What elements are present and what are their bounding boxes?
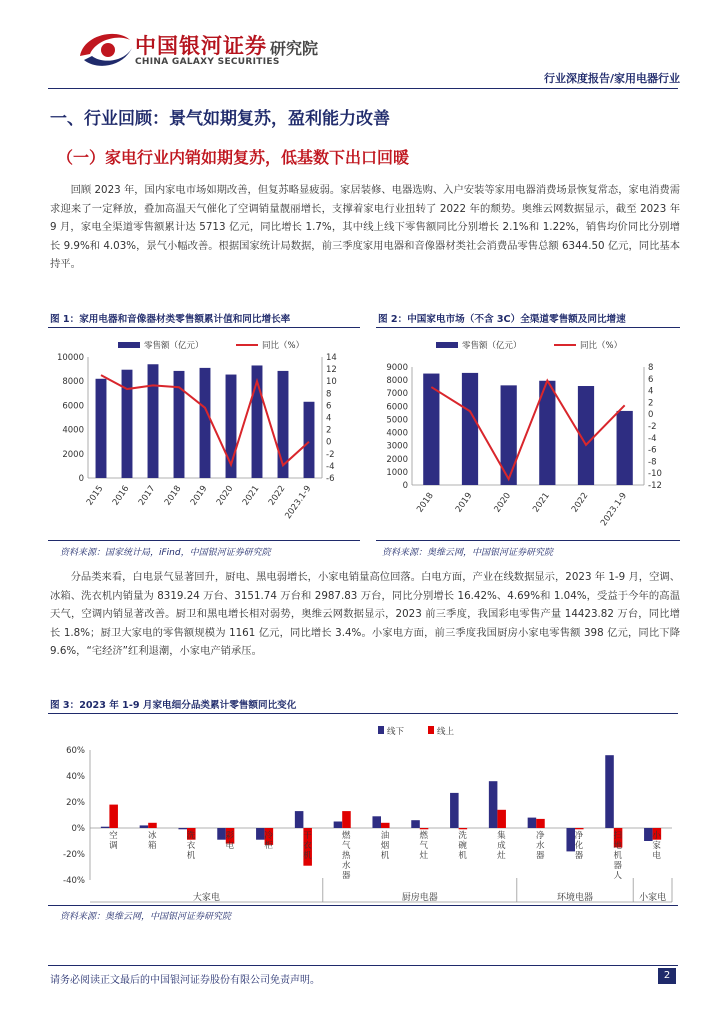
bar-线上-洗碗机 xyxy=(459,828,468,829)
bar-线下-燃气灶 xyxy=(411,820,420,828)
x-tick-label-洗衣机: 洗衣机 xyxy=(186,831,196,861)
chart-category-yoy xyxy=(48,716,678,904)
fig1-bottom-rule xyxy=(48,540,360,541)
right-tick-label: 8 xyxy=(326,389,332,400)
x-tick-label: 2023.1-9 xyxy=(283,483,314,522)
chart-retail-sales-yoy xyxy=(48,330,362,538)
legend-bar-label: 零售额（亿元） xyxy=(462,341,522,351)
fig1-title-rule xyxy=(48,327,360,328)
right-tick-label: 2 xyxy=(326,425,332,436)
left-tick-label: 2000 xyxy=(386,454,408,465)
right-tick-label: 0 xyxy=(648,410,654,421)
bar-线下-彩电 xyxy=(217,828,226,840)
right-tick-label: -6 xyxy=(648,445,657,456)
bar-线上-蒸汽热水器 xyxy=(342,811,351,828)
right-tick-label: 6 xyxy=(648,374,654,385)
footer-divider xyxy=(48,965,678,966)
legend-label-线下: 线下 xyxy=(387,727,405,737)
footer-disclaimer: 请务必阅读正文最后的中国银河证券股份有限公司免责声明。 xyxy=(50,975,320,986)
x-tick-label-冷柜: 冷柜 xyxy=(264,831,273,851)
left-tick-label: 3000 xyxy=(386,441,408,452)
x-tick-label-扫地机器人: 扫地机器人 xyxy=(613,831,623,881)
bar-线下-净水器 xyxy=(528,818,537,828)
left-tick-label: 1000 xyxy=(386,467,408,478)
left-tick-label: 7000 xyxy=(386,389,408,400)
x-tick-label: 2019 xyxy=(453,490,475,515)
fig2-title-rule xyxy=(376,327,680,328)
right-tick-label: 6 xyxy=(326,401,332,412)
left-tick-label: 0 xyxy=(402,481,408,491)
x-tick-label-彩电: 彩电 xyxy=(225,831,235,851)
right-tick-label: -10 xyxy=(648,469,662,480)
bar-线下-干衣机 xyxy=(295,811,304,828)
bar-线下-净化器 xyxy=(566,828,575,851)
bar-线上-净水器 xyxy=(536,819,545,828)
bar-线下-油烟机 xyxy=(372,816,381,828)
x-tick-label: 2020 xyxy=(492,490,514,515)
fig1-title: 图 1：家用电器和音像器材类零售额累计值和同比增长率 xyxy=(50,314,291,325)
group-label: 大家电 xyxy=(192,893,220,903)
legend-swatch-线上 xyxy=(428,726,434,734)
right-tick-label: -4 xyxy=(648,433,657,444)
left-tick-label: 0 xyxy=(78,474,84,484)
right-tick-label: 2 xyxy=(648,398,654,409)
bar-线下-空调 xyxy=(101,827,110,828)
fig2-title: 图 2：中国家电市场（不含 3C）全渠道零售额及同比增速 xyxy=(378,314,626,325)
x-tick-label: 2019 xyxy=(188,483,210,508)
x-tick-label-燃气灶: 燃气灶 xyxy=(419,831,429,861)
left-tick-label: 8000 xyxy=(386,376,408,387)
x-tick-label: 2022 xyxy=(266,483,288,508)
left-tick-label: 5000 xyxy=(386,415,408,426)
x-tick-label-蒸汽热水器: 燃气热水器 xyxy=(341,831,351,881)
x-tick-label: 2016 xyxy=(110,483,132,508)
left-tick-label: 8000 xyxy=(62,377,84,388)
group-label: 环境电器 xyxy=(556,893,594,903)
right-tick-label: 14 xyxy=(326,353,337,363)
x-tick-label-油烟机: 油烟机 xyxy=(380,831,390,861)
right-tick-label: 10 xyxy=(326,377,337,388)
legend-swatch-线下 xyxy=(378,726,384,734)
yoy-line xyxy=(431,381,624,480)
left-tick-label: 9000 xyxy=(386,363,408,373)
x-tick-label-空调: 空调 xyxy=(109,831,118,851)
bar-2019 xyxy=(200,368,211,478)
legend-line-label: 同比（%） xyxy=(262,341,305,351)
group-label: 小家电 xyxy=(639,893,667,903)
logo-chinese-name: 中国银河证券 xyxy=(135,34,267,58)
right-tick-label: 4 xyxy=(326,413,332,424)
fig3-title: 图 3：2023 年 1-9 月家电细分品类累计零售额同比变化 xyxy=(50,700,297,711)
fig3-title-rule xyxy=(48,713,678,714)
legend-label-线上: 线上 xyxy=(437,727,455,737)
bar-2019 xyxy=(462,373,478,485)
fig1-source: 资料来源：国家统计局，iFind，中国银河证券研究院 xyxy=(60,548,271,558)
right-tick-label: 4 xyxy=(648,386,654,397)
left-tick-label: 4000 xyxy=(386,428,408,439)
right-tick-label: 0 xyxy=(326,437,332,448)
y-tick-label: 40% xyxy=(66,772,85,782)
bar-线下-冷柜 xyxy=(256,828,265,840)
x-tick-label: 2018 xyxy=(415,490,436,515)
x-tick-label: 2015 xyxy=(84,483,106,508)
y-tick-label: -20% xyxy=(63,850,85,860)
bar-线下-洗碗机 xyxy=(450,793,459,828)
legend-bar-swatch xyxy=(118,342,140,348)
right-tick-label: 12 xyxy=(326,365,337,376)
fig2-bottom-rule xyxy=(376,540,680,541)
fig3-bottom-rule xyxy=(48,905,678,906)
x-tick-label-干衣机: 干衣机 xyxy=(303,831,312,861)
right-tick-label: 8 xyxy=(648,363,654,373)
x-tick-label: 2023.1-9 xyxy=(599,490,630,529)
bar-2017 xyxy=(148,364,159,478)
paragraph-2: 分品类来看，白电景气显著回升，厨电、黑电弱增长，小家电销量高位回落。白电方面，产业在线数据显示，2023 年 1-9 月，空调、冰箱、洗衣机内销量为 8319.24 万台、3151.74 万台和 2987.83 万台，同比分别增长 16.42%、4.69%和 1.04%，受益于今年的高温天气，空调内销显著改善。厨卫和黑电增长相对弱势，奥维云网数据显示，2023 前三季度，我国彩电零售产量 14423.82 万台，同比增长 1.8%；厨卫大家电的零售额规模为 1161 亿元，同比增长 3.4%。小家电方面，前三季度我国厨房小家电零售额 398 亿元，同比下降 9.6%，“宅经济”红利退潮，小家电产销承压。 xyxy=(50,571,680,658)
bar-线下-小家电 xyxy=(644,828,653,841)
bar-线下-蒸汽热水器 xyxy=(334,822,343,829)
y-tick-label: 60% xyxy=(66,746,85,756)
bar-线上-油烟机 xyxy=(381,823,390,828)
y-tick-label: -40% xyxy=(63,876,85,886)
right-tick-label: -2 xyxy=(648,422,657,432)
logo-english-name: CHINA GALAXY SECURITIES xyxy=(135,57,280,67)
bar-线上-冰箱 xyxy=(148,823,157,828)
legend-bar-swatch xyxy=(436,342,458,348)
subsection-title: （一）家电行业内销如期复苏，低基数下出口回暖 xyxy=(57,148,410,167)
right-tick-label: -4 xyxy=(326,461,335,472)
section-title: 一、行业回顾：景气如期复苏，盈利能力改善 xyxy=(50,109,390,129)
x-tick-label: 2021 xyxy=(531,490,552,515)
legend-line-label: 同比（%） xyxy=(580,341,623,351)
bar-线下-冰箱 xyxy=(140,825,149,828)
left-tick-label: 2000 xyxy=(62,449,84,460)
x-tick-label: 2021 xyxy=(240,483,262,508)
left-tick-label: 10000 xyxy=(56,353,84,363)
left-tick-label: 6000 xyxy=(62,401,84,412)
left-tick-label: 6000 xyxy=(386,402,408,413)
left-tick-label: 4000 xyxy=(62,425,84,436)
x-tick-label-净化器: 净化器 xyxy=(574,831,584,861)
bar-线上-集成灶 xyxy=(497,810,506,828)
x-tick-label-净水器: 净水器 xyxy=(535,831,545,861)
chart-channel-sales-yoy xyxy=(376,330,680,538)
bar-线下-集成灶 xyxy=(489,781,498,828)
x-tick-label-小家电: 小家电 xyxy=(652,831,661,861)
bar-线上-空调 xyxy=(109,805,118,828)
bar-2023.1-9 xyxy=(304,402,315,478)
y-tick-label: 0% xyxy=(71,824,85,834)
bar-线下-扫地机器人 xyxy=(605,755,614,828)
right-tick-label: -8 xyxy=(648,457,657,468)
bar-2023.1-9 xyxy=(617,411,633,485)
right-tick-label: -6 xyxy=(326,474,335,484)
group-label: 厨房电器 xyxy=(401,893,438,903)
right-tick-label: -12 xyxy=(648,481,662,491)
y-tick-label: 20% xyxy=(66,798,85,808)
page-number: 2 xyxy=(658,968,676,984)
x-tick-label: 2017 xyxy=(136,483,158,508)
fig2-source: 资料来源：奥维云网，中国银河证券研究院 xyxy=(382,548,554,558)
x-tick-label: 2018 xyxy=(162,483,184,508)
x-tick-label: 2020 xyxy=(214,483,236,508)
x-tick-label: 2022 xyxy=(569,490,591,515)
right-tick-label: -2 xyxy=(326,449,335,460)
x-tick-label-集成灶: 集成灶 xyxy=(497,831,506,861)
x-tick-label-洗碗机: 洗碗机 xyxy=(458,831,467,861)
bar-线上-净化器 xyxy=(575,828,584,829)
logo-institute: 研究院 xyxy=(270,39,319,58)
x-tick-label-冰箱: 冰箱 xyxy=(147,831,157,851)
fig3-source: 资料来源：奥维云网，中国银河证券研究院 xyxy=(60,912,232,922)
report-type: 行业深度报告/家用电器行业 xyxy=(543,72,680,85)
bar-线下-洗衣机 xyxy=(178,828,187,829)
header-divider xyxy=(48,88,678,89)
bar-线上-燃气灶 xyxy=(420,828,429,829)
bar-2015 xyxy=(96,379,107,478)
paragraph-1: 回顾 2023 年，国内家电市场如期改善，但复苏略显疲弱。家居装修、电器选购、入户安装等家用电器消费场景恢复常态，家电消费需求迎来了一定释放，叠加高温天气催化了空调销量靓丽增长，支撑着家电行业扭转了 2022 年的颓势。奥维云网数据显示，截至 2023 年 9 月，家电全渠道零售额累计达 5713 亿元，同比增长 1.7%，其中线上线下零售额同比分别增长 2.1%和 1.22%，销售均价同比分别增长 9.9%和 4.03%，景气小幅改善。根据国家统计局数据，前三季度家用电器和音像器材类社会消费品零售总额 6344.50 亿元，同比基本持平。 xyxy=(50,184,680,271)
legend-bar-label: 零售额（亿元） xyxy=(144,341,204,351)
